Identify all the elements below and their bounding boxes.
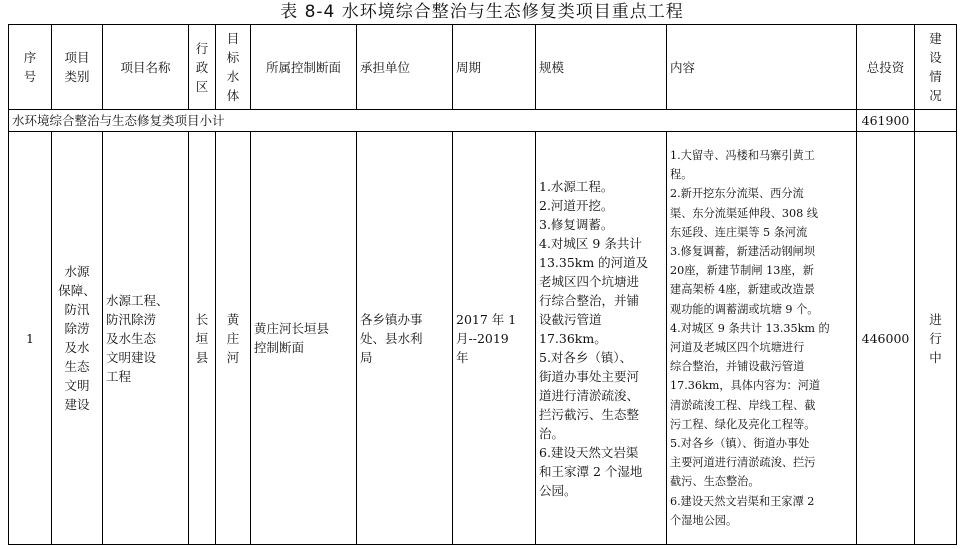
header-investment: 总投资 [857, 25, 915, 110]
row-unit: 各乡镇办事 处、县水利 局 [357, 132, 453, 545]
row-scale: 1.水源工程。 2.河道开挖。 3.修复调蓄。 4.对城区 9 条共计 13.35km 的河道及 老城区四个坑塘进 行综合整治，并铺 设截污管道 17.36km。 5.对各乡（镇）、 街道办事处主要河 道进行清淤疏浚、 拦污截污、生态整 治。 6.建设天然文岩渠 和王家潭 2 个湿地 公园。 [536, 132, 667, 545]
row-status: 进 行 中 [915, 132, 957, 545]
subtotal-investment: 461900 [857, 110, 915, 132]
table-title: 表 8-4 水环境综合整治与生态修复类项目重点工程 [280, 2, 684, 22]
row-seq: 1 [9, 132, 52, 545]
header-water-body: 目 标 水 体 [216, 25, 251, 110]
header-content: 内容 [667, 25, 857, 110]
subtotal-row [9, 110, 957, 132]
row-category: 水源 保障、 防汛 除涝 及水 生态 文明 建设 [52, 132, 103, 545]
row-control-section: 黄庄河长垣县 控制断面 [251, 132, 357, 545]
header-seq: 序 号 [9, 25, 52, 110]
header-status: 建 设 情 况 [915, 25, 957, 110]
subtotal-label: 水环境综合整治与生态修复类项目小计 [9, 110, 857, 132]
row-investment: 446000 [857, 132, 915, 545]
header-row [9, 25, 957, 110]
header-scale: 规模 [536, 25, 667, 110]
table-row [9, 132, 957, 545]
header-unit: 承担单位 [357, 25, 453, 110]
row-water-body: 黄 庄 河 [216, 132, 251, 545]
row-name: 水源工程、 防汛除涝 及水生态 文明建设 工程 [103, 132, 189, 545]
header-district: 行 政 区 [189, 25, 216, 110]
row-period: 2017 年 1 月--2019 年 [453, 132, 536, 545]
projects-table [8, 24, 957, 545]
header-name: 项目名称 [103, 25, 189, 110]
row-district: 长 垣 县 [189, 132, 216, 545]
header-period: 周期 [453, 25, 536, 110]
subtotal-status [915, 110, 957, 132]
header-control-section: 所属控制断面 [251, 25, 357, 110]
header-category: 项目 类别 [52, 25, 103, 110]
row-content: 1.大留寺、冯楼和马寨引黄工 程。 2.新开挖东分流渠、西分流 渠、东分流渠延伸段、308 线 东延段、连庄渠等 5 条河流 3.修复调蓄，新建活动钢闸坝 20座，新建节制闸 13座，新 建高架桥 4座，新建或改造景 观功能的调蓄湖或坑塘 9 个。 4.对城区 9 条共计 13.35km 的 河道及老城区四个坑塘进行 综合整治，并铺设截污管道 17.36km，具体内容为：河道 清淤疏浚工程、岸线工程、截 污工程、绿化及亮化工程等。 5.对各乡（镇）、街道办事处 主要河道进行清淤疏浚、拦污 截污、生态整治。 6.建设天然文岩渠和王家潭 2 个湿地公园。 [667, 132, 857, 545]
